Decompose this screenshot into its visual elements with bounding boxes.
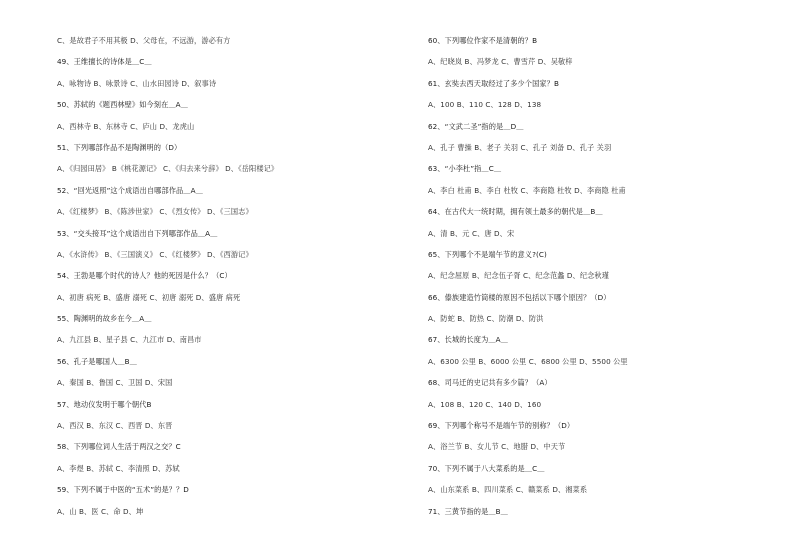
question-line: 67、长城的长度为＿A＿ <box>428 335 508 345</box>
question-line: 61、玄奘去西天取经过了多少个国家？B <box>428 78 559 88</box>
options-line: A、初唐 病死 B、盛唐 溺死 C、初唐 溺死 D、盛唐 病死 <box>57 292 241 302</box>
question-line: 54、王勃是哪个时代的诗人？他的死因是什么？（C） <box>57 271 232 281</box>
options-line: A、《红楼梦》 B、《陈涉世家》 C、《烈女传》 D、《三国志》 <box>57 207 253 217</box>
question-line: 50、苏轼的《题西林壁》如今刻在＿A＿ <box>57 100 188 110</box>
question-line: 68、司马迁的史记共有多少篇？（A） <box>428 378 552 388</box>
question-line: 63、“小李杜”指＿C＿ <box>428 164 502 174</box>
options-line: A、纪念屈原 B、纪念伍子胥 C、纪念范蠡 D、纪念秋瑾 <box>428 271 609 281</box>
question-line: 64、在古代大一统时期，拥有领土最多的朝代是＿B＿ <box>428 207 603 217</box>
options-line: A、6300 公里 B、6000 公里 C、6800 公里 D、5500 公里 <box>428 356 628 366</box>
question-line: 65、下列哪个不是端午节的意义?(C) <box>428 249 547 259</box>
question-line: 55、陶渊明的故乡在今＿A＿ <box>57 314 152 324</box>
question-line: 70、下列不属于八大菜系的是＿C＿ <box>428 463 545 473</box>
question-line: 59、下列不属于中医的“五术”的是？？D <box>57 485 189 495</box>
options-line: A、《水浒传》 B、《三国演义》 C、《红楼梦》 D、《西游记》 <box>57 249 253 259</box>
options-line: A、100 B、110 C、128 D、138 <box>428 100 542 110</box>
right-column <box>428 30 768 522</box>
options-line: A、山 B、医 C、命 D、坤 <box>57 506 144 516</box>
question-line: 60、下列哪位作家不是清朝的？B <box>428 36 538 45</box>
options-line: A、浴兰节 B、女儿节 C、地腊 D、中天节 <box>428 442 566 452</box>
question-line: 53、“交头接耳”这个成语出自下列哪部作品＿A＿ <box>57 228 218 238</box>
options-line: A、108 B、120 C、140 D、160 <box>428 399 542 409</box>
options-line: A、纪晓岚 B、冯梦龙 C、曹雪芹 D、吴敬梓 <box>428 57 573 67</box>
options-line: A、李煜 B、苏轼 C、李清照 D、苏轼 <box>57 463 180 473</box>
options-line: A、清 B、元 C、唐 D、宋 <box>428 228 515 238</box>
options-line: A、孔子 曹操 B、老子 关羽 C、孔子 刘备 D、孔子 关羽 <box>428 142 612 152</box>
options-line: A、九江县 B、星子县 C、九江市 D、南昌市 <box>57 335 202 345</box>
options-line: A、咏物诗 B、咏景诗 C、山水田园诗 D、叙事诗 <box>57 78 217 88</box>
options-line: A、山东菜系 B、四川菜系 C、赣菜系 D、湘菜系 <box>428 485 588 495</box>
options-line: A、西汉 B、东汉 C、西晋 D、东晋 <box>57 421 173 431</box>
options-line: C、是故君子不用其极 D、父母在，不远游，游必有方 <box>57 36 231 45</box>
question-line: 62、“文武二圣”指的是＿D＿ <box>428 121 524 131</box>
options-line: A、《归园田居》 B《桃花源记》 C、《归去来兮辞》 D、《岳阳楼记》 <box>57 164 279 174</box>
left-column <box>57 30 397 522</box>
options-line: A、秦国 B、鲁国 C、卫国 D、宋国 <box>57 378 173 388</box>
options-line: A、防蛇 B、防热 C、防潮 D、防洪 <box>428 314 544 324</box>
question-line: 66、傣族建造竹筒楼的原因不包括以下哪个原因？（D） <box>428 292 611 302</box>
question-line: 69、下列哪个称号不是端午节的别称？（D） <box>428 421 575 431</box>
question-line: 71、三黄节指的是＿B＿ <box>428 506 508 516</box>
question-line: 52、“回光返照”这个成语出自哪部作品＿A＿ <box>57 185 203 195</box>
options-line: A、李白 杜甫 B、李白 杜牧 C、李商隐 杜牧 D、李商隐 杜甫 <box>428 185 626 195</box>
options-line: A、西林寺 B、东林寺 C、庐山 D、龙虎山 <box>57 121 195 131</box>
question-line: 49、王维擅长的诗体是＿C＿ <box>57 57 152 67</box>
question-line: 57、地动仪发明于哪个朝代B <box>57 399 152 409</box>
question-line: 56、孔子是哪国人＿B＿ <box>57 356 137 366</box>
question-line: 51、下列哪部作品不是陶渊明的（D） <box>57 142 182 152</box>
question-line: 58、下列哪位词人生活于两汉之交？C <box>57 442 181 452</box>
